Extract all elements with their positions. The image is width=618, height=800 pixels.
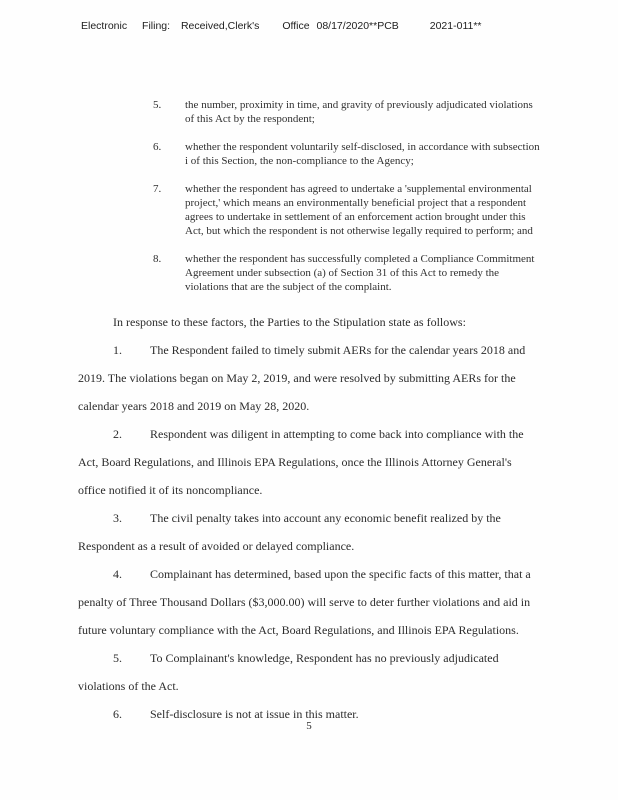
paragraph-number: 3. [113, 511, 122, 525]
list-item-number: 8. [153, 253, 162, 265]
list-item-text: the number, proximity in time, and gravity of previously adjudicated violations of this Act by the respondent; [185, 99, 533, 125]
list-item-number: 6. [153, 141, 162, 153]
paragraph-text: The civil penalty takes into account any economic benefit realized by the Respondent as a result of avoided or delayed compliance. [78, 511, 501, 553]
statutory-factors-list [153, 98, 540, 294]
list-item [153, 182, 540, 238]
list-item-text: whether the respondent has successfully completed a Compliance Commitment Agreement under subsection (a) of Section 31 of this Act to remedy the violations that are the subject of the complaint. [185, 253, 535, 293]
paragraph-number: 2. [113, 427, 122, 441]
page-number: 5 [306, 720, 312, 732]
paragraph-text: Respondent was diligent in attempting to come back into compliance with the Act, Board Regulations, and Illinois EPA Regulations, once the Illinois Attorney General's office notified it of its noncompliance. [78, 427, 524, 497]
efiling-stamp-segment: Office [282, 20, 310, 32]
efiling-stamp-segment: Received,Clerk's [180, 20, 260, 32]
body-paragraph [78, 336, 540, 420]
body-paragraph [78, 644, 540, 700]
efiling-stamp-segment: Filing: [142, 20, 171, 32]
intro-paragraph: In response to these factors, the Parties to the Stipulation state as follows: [113, 315, 466, 329]
list-item [153, 252, 540, 294]
list-item-text: whether the respondent voluntarily self-disclosed, in accordance with subsection i of this Section, the non-compliance to the Agency; [185, 141, 540, 167]
paragraph-number: 5. [113, 651, 122, 665]
paragraph-text: To Complainant's knowledge, Respondent has no previously adjudicated violations of the Act. [78, 651, 499, 693]
efiling-stamp-segment: Electronic [81, 20, 128, 32]
document-body [78, 0, 540, 728]
paragraph-text: Complainant has determined, based upon the specific facts of this matter, that a penalty of Three Thousand Dollars ($3,000.00) will serve to deter further violations and aid in future voluntary compliance with the Act, Board Regulations, and Illinois EPA Regulations. [78, 567, 531, 637]
list-item [153, 98, 540, 126]
efiling-stamp-segment: 2021-011** [429, 20, 482, 32]
paragraph-text: Self-disclosure is not at issue in this matter. [150, 707, 359, 721]
body-paragraph [78, 560, 540, 644]
list-item [153, 140, 540, 168]
list-item-text: whether the respondent has agreed to undertake a 'supplemental environmental project,' which means an environmentally beneficial project that a respondent agrees to undertake in settlement of an enforcement action brought under this Act, but which the respondent is not otherwise legally required to perform; and [185, 183, 533, 237]
body-paragraph [78, 420, 540, 504]
body-paragraph [78, 504, 540, 560]
efiling-stamp-segment: 08/17/2020**PCB [316, 20, 399, 32]
paragraph-number: 4. [113, 567, 122, 581]
paragraph-text: The Respondent failed to timely submit AERs for the calendar years 2018 and 2019. The violations began on May 2, 2019, and were resolved by submitting AERs for the calendar years 2018 and 2019 on May 28, 2020. [78, 343, 526, 413]
list-item-number: 5. [153, 99, 162, 111]
paragraph-number: 6. [113, 707, 122, 721]
list-item-number: 7. [153, 183, 162, 195]
paragraph-number: 1. [113, 343, 122, 357]
